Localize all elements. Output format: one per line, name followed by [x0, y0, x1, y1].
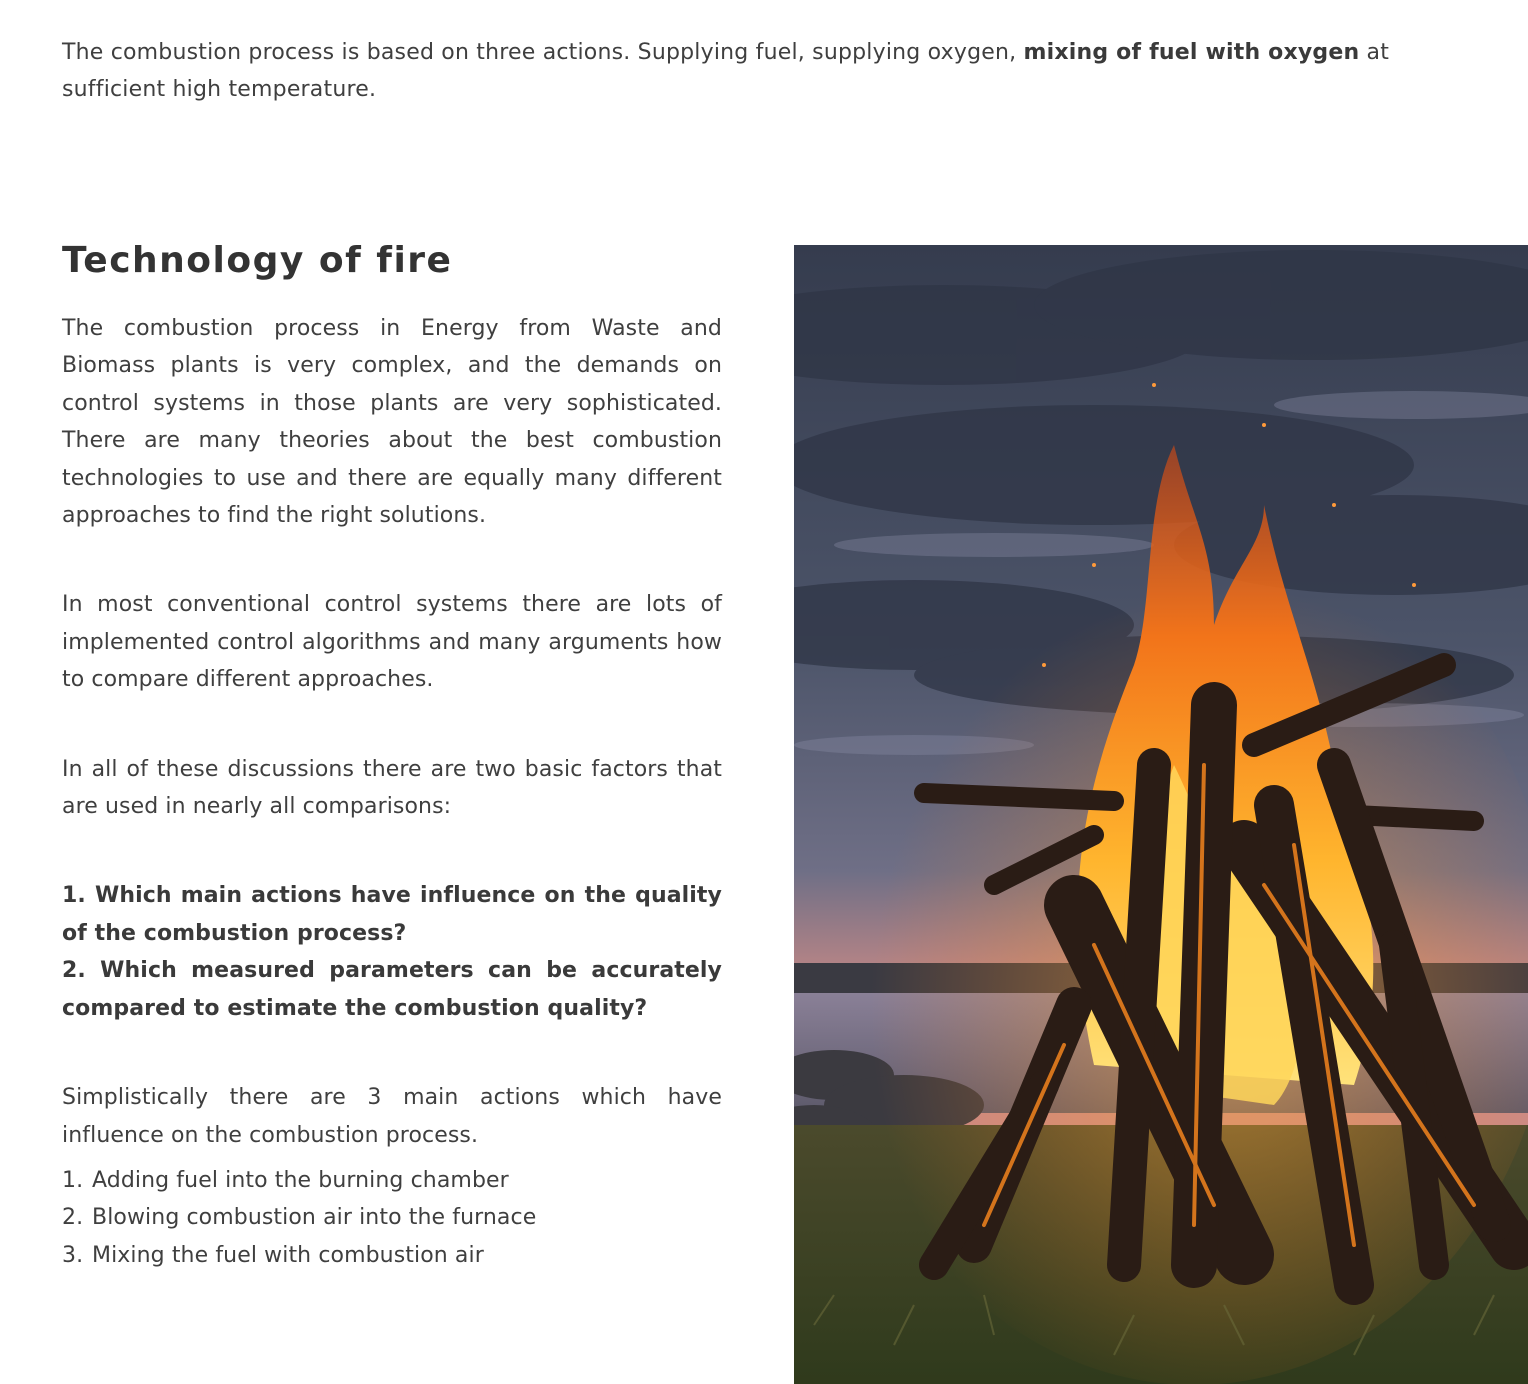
list-number: 2. [62, 1205, 84, 1231]
intro-text-end: at sufficient high temperature. [62, 40, 1390, 102]
paragraph-complexity: The combustion process in Energy from Waste and Biomass plants is very complex, and the demands on control systems in those plants are very sophisticated. There are many theories about the best combustion technologies to use and there are equally many different approaches to find the right solutions. [62, 316, 722, 529]
list-text: Adding fuel into the burning chamber [92, 1167, 509, 1193]
actions-list [62, 1162, 722, 1274]
intro-text-start: The combustion process is based on three actions. Supplying fuel, supplying oxygen, [62, 40, 1024, 65]
list-text: Mixing the fuel with combustion air [92, 1242, 484, 1268]
list-item [62, 1162, 722, 1199]
list-item [62, 1199, 722, 1236]
question-main-actions: 1. Which main actions have influence on the quality of the combustion process? [62, 883, 722, 946]
intro-paragraph [62, 34, 1472, 108]
bonfire-illustration [794, 245, 1528, 1384]
list-number: 1. [62, 1167, 84, 1193]
paragraph-control-systems: In most conventional control systems there are lots of implemented control algorithms and many arguments how to compare different approaches. [62, 592, 722, 693]
question-measured-parameters: 2. Which measured parameters can be accurately compared to estimate the combustion quality? [62, 958, 722, 1021]
list-item [62, 1237, 722, 1274]
paragraph-main-actions: Simplistically there are 3 main actions which have influence on the combustion process. [62, 1085, 722, 1148]
bonfire-photo [794, 245, 1528, 1384]
text-column [62, 236, 722, 1274]
list-text: Blowing combustion air into the furnace [92, 1205, 537, 1231]
section-title: Technology of fire [62, 240, 453, 281]
paragraph-discussions: In all of these discussions there are two basic factors that are used in nearly all comparisons: [62, 756, 722, 820]
intro-emphasis: mixing of fuel with oxygen [1023, 40, 1360, 65]
list-number: 3. [62, 1242, 84, 1268]
